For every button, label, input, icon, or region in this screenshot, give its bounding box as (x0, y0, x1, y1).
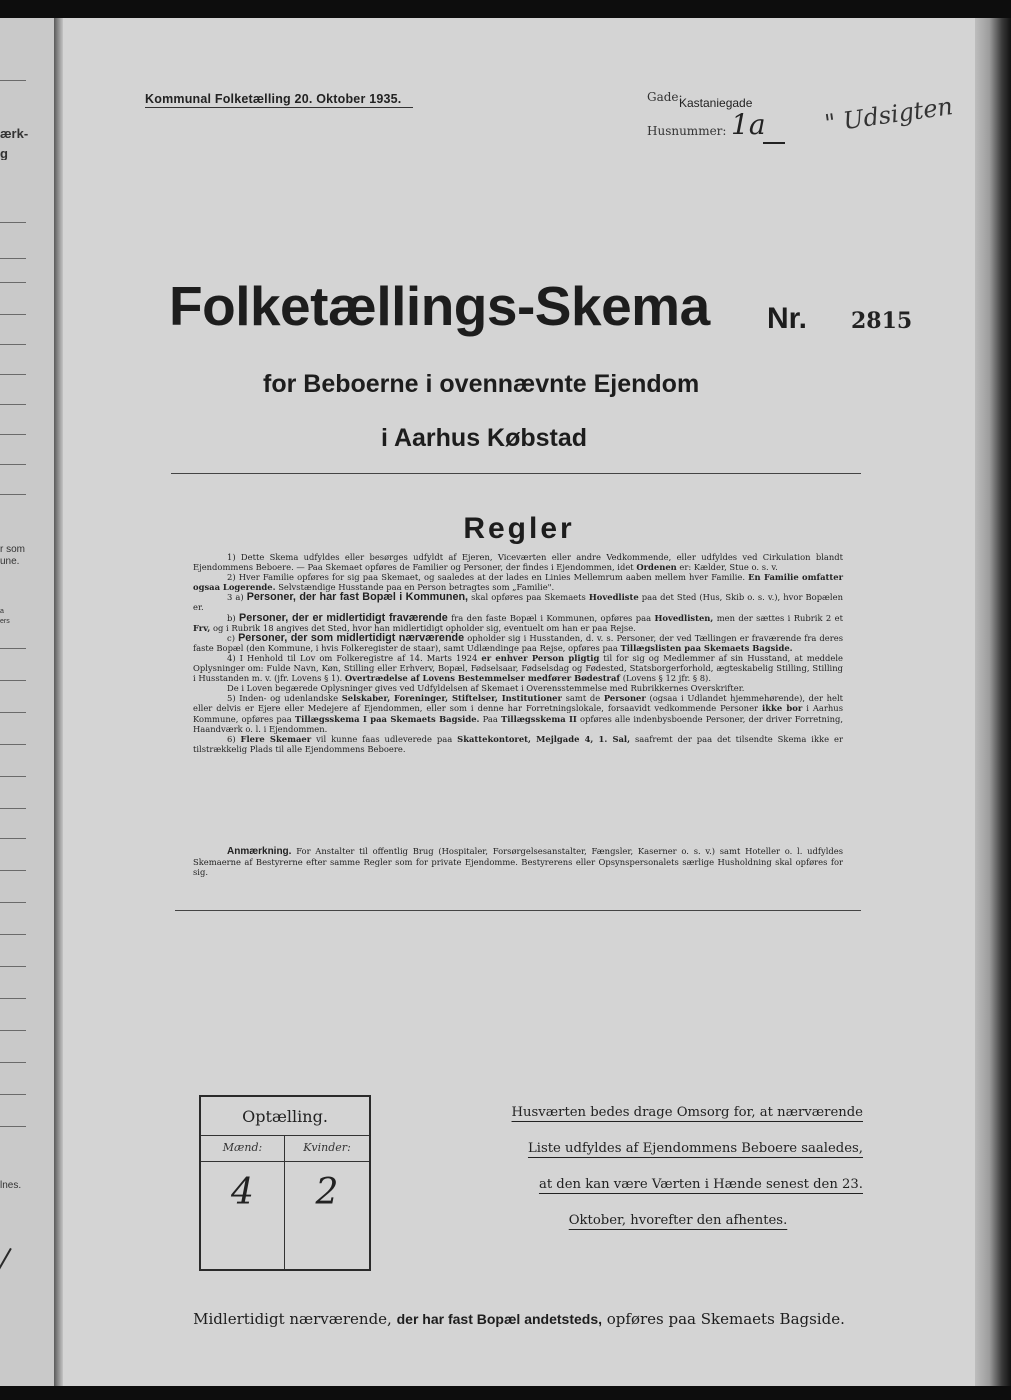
rule-5: 5) Inden- og udenlandske Selskaber, Foreninger, Stiftelser, Institutioner samt de Personer (ogsaa i Udlandet hjemmehørende), der helt eller delvis er Ejere eller Medejere af Ejendommen, eller som i denne har Forretningslokale, forsaavidt vedkommende Personer ikke bor i Aarhus Kommune, opføres paa Tillægsskema I paa Skemaets Bagside. Paa Tillægsskema II opføres alle indenbysboende Personer, der driver Forretning, Haandværk o. l. i Ejendommen. (193, 693, 844, 734)
left-rule (0, 680, 26, 681)
tally-box (199, 1095, 371, 1271)
left-rule (0, 744, 26, 745)
divider (175, 910, 861, 911)
form-subtitle-city: i Aarhus Købstad (381, 424, 588, 452)
left-fragment: ærk- (0, 128, 29, 140)
left-rule (0, 902, 26, 903)
notice-line: at den kan være Værten i Hænde senest den 23. (538, 1177, 863, 1192)
tally-heading: Optælling. (201, 1097, 369, 1136)
left-fragment: a (0, 608, 4, 615)
census-header-title: Kommunal Folketælling 20. Oktober 1935. (145, 92, 402, 106)
rule-3c: c) Personer, der som midlertidigt nærværende opholder sig i Husstanden, d. v. s. Personer, der ved Tællingen er fraværende fra deres faste Bopæl (den Kommune, i hvis Folkeregister de staar), samt Udlændinge paa Rejse, opføres paa Tillægslisten paa Skemaets Bagside. (193, 631, 843, 653)
left-fragment: une. (0, 556, 20, 567)
rule-1: 1) Dette Skema udfyldes eller besørges udfyldt af Ejeren, Viceværten eller andre Vedkommende, eller udfyldes ved Cirkulation blandt Ejendommens Beboere. — Paa Skemaet opføres de Familier og Personer, der findes i Ejendommen, idet Ordenen er: Kælder, Stue o. s. v. (193, 552, 843, 573)
left-rule (0, 966, 26, 967)
rules-text (193, 552, 843, 754)
left-rule (0, 776, 26, 777)
street-value: Kastaniegade (679, 96, 753, 110)
tally-women-column (285, 1135, 369, 1269)
notice-line: Liste udfyldes af Ejendommens Beboere saaledes, (527, 1141, 863, 1156)
book-gutter (54, 18, 63, 1386)
left-fragment: r som (0, 544, 25, 555)
rule-3b: b) Personer, der er midlertidigt fraværende fra den faste Bopæl i Kommunen, opføres paa Hovedlisten, men der sættes i Rubrik 2 et Frv, og i Rubrik 18 angives det Sted, hvor han midlertidigt opholder sig, eventuelt om han er paa Rejse. (193, 611, 843, 633)
rule-6: 6) Flere Skemaer vil kunne faas udleverede paa Skattekontoret, Mejlgade 4, 1. Sal, saafremt der paa det tilsendte Skema ikke er tilstrækkelig Plads til alle Ejendommens Beboere. (193, 733, 843, 754)
left-rule (0, 404, 26, 405)
form-number-label: Nr. (767, 302, 808, 335)
left-rule (0, 1062, 26, 1063)
rule-2: 2) Hver Familie opføres for sig paa Skemaet, og saaledes at der lades en Linies Mellemrum aaben mellem hver Familie. En Familie omfatter ogsaa Logerende. Selvstændige Husstande paa en Person betragtes som „Familie". (193, 572, 843, 593)
left-rule (0, 464, 26, 465)
left-rule (0, 314, 26, 315)
form-number-value: 2815 (851, 308, 913, 334)
left-rule (0, 648, 26, 649)
left-rule (0, 838, 26, 839)
left-rule (0, 374, 26, 375)
left-rule (0, 712, 26, 713)
left-rule (0, 344, 26, 345)
header-underline (145, 107, 413, 108)
notice-line: Husværten bedes drage Omsorg for, at nærværende (511, 1105, 863, 1120)
handwritten-note: " Udsigten (823, 92, 955, 138)
rules-heading: Regler (463, 512, 575, 545)
pencil-mark (0, 1248, 24, 1280)
left-rule (0, 1126, 26, 1127)
left-rule (0, 494, 26, 495)
page-edge (975, 18, 1011, 1386)
street-label: Gade: (647, 90, 683, 104)
remark-label: Anmærkning. (227, 846, 292, 857)
left-rule (0, 870, 26, 871)
left-rule (0, 934, 26, 935)
left-rule (0, 808, 26, 809)
notice-line: Oktober, hvorefter den afhentes. (568, 1213, 788, 1228)
house-number-label: Husnummer: (647, 124, 727, 138)
house-number-underline (763, 142, 785, 144)
women-label: Kvinder: (285, 1135, 369, 1162)
left-rule (0, 1094, 26, 1095)
rule-4-note: De i Loven begærede Oplysninger gives ved Udfyldelsen af Skemaet i Overensstemmelse med Rubrikkernes Overskrifter. (227, 683, 745, 694)
footer-note: Midlertidigt nærværende, der har fast Bopæl andetsteds, opføres paa Skemaets Bagside. (193, 1310, 845, 1328)
census-form-page (63, 18, 975, 1386)
rule-4: 4) I Henhold til Lov om Folkeregistre af 14. Marts 1924 er enhver Person pligtig til for sig og Medlemmer af sin Husstand, at meddele Oplysninger om: Fulde Navn, Køn, Stilling eller Erhverv, Bopæl, Fødselsaar, Fødselsdag og Fødested, Statsborgerforhold, ægteskabelig Stilling, Stilling i Husstanden m. v. (jfr. Lovens § 1). Overtrædelse af Lovens Bestemmelser medfører Bødestraf (Lovens § 12 jfr. § 8). (193, 652, 843, 684)
left-rule (0, 434, 26, 435)
left-page-strip (0, 18, 54, 1386)
house-number-value: 1a (731, 108, 766, 141)
left-fragment: lnes. (0, 1180, 22, 1191)
form-subtitle: for Beboerne i ovennævnte Ejendom (263, 370, 700, 398)
tally-men-column (201, 1135, 285, 1269)
left-fragment: ers (0, 618, 10, 625)
rule-3a: 3 a) Personer, der har fast Bopæl i Kommunen, skal opføres paa Skemaets Hovedliste paa det Sted (Hus, Skib o. s. v.), hvor Bopælen er. (193, 591, 843, 613)
women-count: 2 (315, 1172, 339, 1213)
left-rule (0, 282, 26, 283)
remark-text: Anmærkning. For Anstalter til offentlig Brug (Hospitaler, Forsørgelsesanstalter, Fængsler, Kaserner o. s. v.) samt Hoteller o. l. udfyldes Skemaerne af Bestyrerne efter samme Regler som for private Ejendomme. Bestyrerens eller Opsynspersonalets særlige Husholdning skal opføres for sig. (193, 846, 843, 878)
left-rule (0, 222, 26, 223)
men-label: Mænd: (201, 1135, 284, 1162)
form-title: Folketællings-Skema (169, 275, 710, 337)
left-rule (0, 80, 26, 81)
left-fragment: g (0, 148, 8, 160)
men-count: 4 (231, 1172, 254, 1213)
left-rule (0, 258, 26, 259)
left-rule (0, 998, 26, 999)
landlord-notice (493, 1098, 863, 1242)
left-rule (0, 1030, 26, 1031)
divider (171, 473, 861, 474)
